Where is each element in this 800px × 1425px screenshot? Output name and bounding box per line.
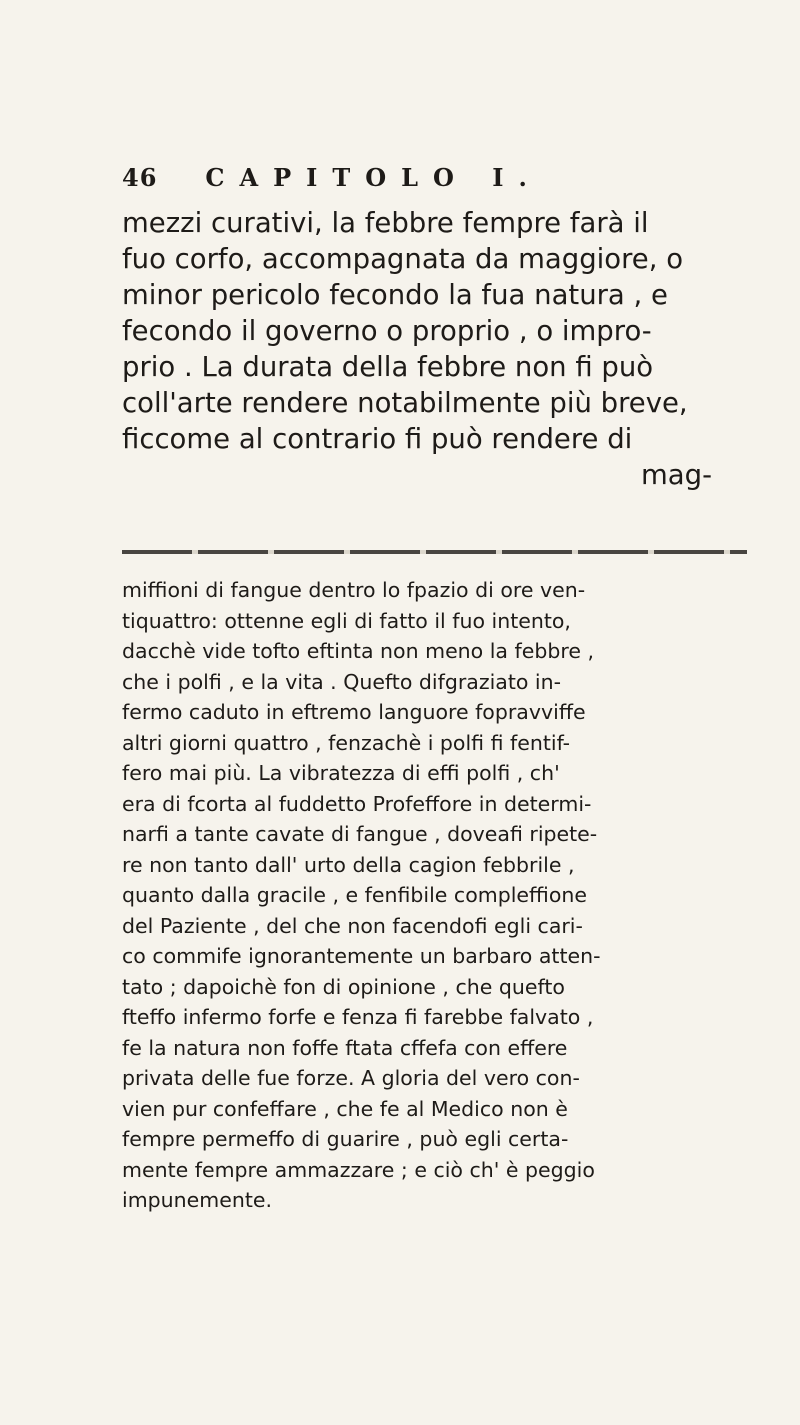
footnote-line: altri giorni quattro , fenzachè i polfi fi fentif- [122,730,571,755]
footnote-text [122,575,752,1216]
footnote-line: vien pur confeffare , che fe al Medico non è [122,1096,568,1121]
footnote-line: miffioni di fangue dentro lo fpazio di ore ven- [122,578,586,602]
footnote-line: fempre permeffo di guarire , può egli certa- [122,1127,569,1151]
footnote-line: fe la natura non foffe ftata cffefa con effere [122,1035,568,1060]
footnote-line: tiquattro: ottenne egli di fatto il fuo intento, [122,608,571,633]
page-number: 46 [122,162,158,192]
main-text-line: minor pericolo fecondo la fua natura , e [122,279,668,311]
footnote-line: tato ; dapoichè fon di opinione , che quefto [122,974,565,999]
footnote-line: privata delle fue forze. A gloria del vero con- [122,1066,580,1090]
footnote-line: narfi a tante cavate di fangue , doveafi ripete- [122,822,598,846]
main-text [122,205,742,493]
main-text-line: prio . La durata della febbre non fi può [122,351,654,383]
main-text-line: mezzi curativi, la febbre fempre farà il [122,207,649,239]
footnote-line: che i polfi , e la vita . Quefto difgraziato in- [122,669,562,694]
catchword: mag- [640,459,712,491]
footnote-line: mente fempre ammazzare ; e ciò ch' è peggio [122,1157,595,1182]
main-text-line: ficcome al contrario fi può rendere di [122,423,633,455]
main-text-line: coll'arte rendere notabilmente più breve, [122,387,688,419]
footnote-line: dacchè vide tofto eftinta non meno la febbre , [122,639,594,663]
footnote-line: fero mai più. La vibratezza di effi polfi , ch' [122,761,560,785]
main-text-line: fecondo il governo o proprio , o impro- [122,315,652,347]
footnote-separator-rule [122,550,747,554]
footnote-line: impunemente. [122,1188,273,1212]
footnote-line: era di fcorta al fuddetto Profeffore in determi- [122,791,592,816]
footnote-line: fermo caduto in eftremo languore fopravviffe [122,700,586,724]
footnote-line: fteffo infermo forfe e fenza fi farebbe falvato , [122,1005,594,1029]
footnote-line: re non tanto dall' urto della cagion febbrile , [122,852,575,877]
page-header [122,157,722,197]
main-text-line: fuo corfo, accompagnata da maggiore, o [122,243,684,275]
footnote-line: quanto dalla gracile , e fenfibile compleffione [122,883,587,907]
footnote-line: co commife ignorantemente un barbaro atten- [122,944,601,968]
footnote-line: del Paziente , del che non facendofi egli cari- [122,913,583,938]
running-head: CAPITOLO I. [205,162,542,192]
